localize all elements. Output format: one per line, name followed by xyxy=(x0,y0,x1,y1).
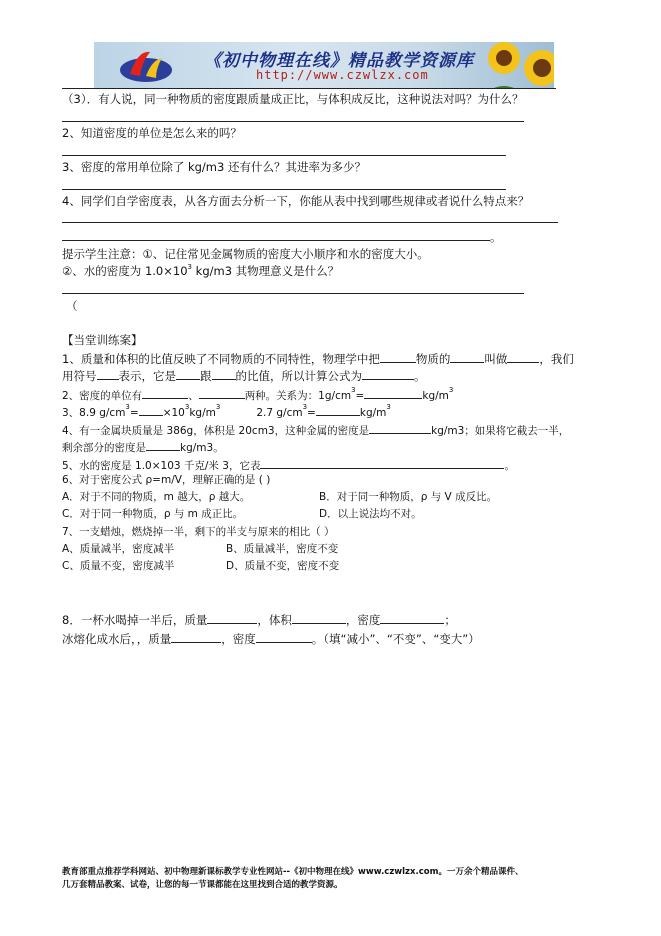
practice-8-line-1: 8．一杯水喝掉一半后，质量 ，体积 ，密度 ； xyxy=(62,613,456,627)
site-logo-icon xyxy=(116,44,176,86)
answer-line xyxy=(62,155,506,156)
practice-7-option-c: C、质量不变，密度减半 xyxy=(62,560,175,572)
practice-2: 2、密度的单位有 、 两种。关系为：$1g/cm^3= kg/m^3$ xyxy=(62,386,454,402)
header-rule xyxy=(62,88,556,89)
sunflower-icon xyxy=(474,42,554,88)
answer-line xyxy=(62,121,524,122)
practice-4-line-2: 剩余部分的密度是 kg/m3。 xyxy=(62,439,224,455)
hint-text-2: ②、水的密度为 $1.0\times 10^3$ kg/m3 其物理意义是什么？ xyxy=(62,263,340,278)
practice-7-stem: 7、一支蜡烛，燃烧掉一半，剩下的半支与原来的相比（ ） xyxy=(62,526,335,538)
answer-line xyxy=(62,293,524,294)
practice-3: 3、8.9 $g/cm^3= \times 10^3kg/m^3$ 2.7 $g/cm^3= kg/m^3$ xyxy=(62,403,391,419)
question-density-table: 4、同学们自学密度表，从各方面去分析一下，你能从表中找到哪些规律或者说什么特点来？ xyxy=(62,194,530,208)
practice-7-option-a: A、质量减半，密度减半 xyxy=(62,543,175,555)
hint-text-1: 提示学生注意：①、记住常见金属物质的密度大小顺序和水的密度大小。 xyxy=(62,247,429,261)
practice-6-option-d: D．以上说法均不对。 xyxy=(319,508,422,520)
practice-5: 5、水的密度是 1.0×103 千克/米 3，它表 。 xyxy=(62,457,515,473)
open-paren: （ xyxy=(66,299,78,313)
practice-6-option-a: A．对于不同的物质，m 越大，ρ 越大。 xyxy=(62,491,251,503)
footer-line-1: 教育部重点推荐学科网站、初中物理新课标教学专业性网站--《初中物理在线》www.czwlzx.com。一万余个精品课件、 xyxy=(62,867,524,877)
banner-title: 《初中物理在线》精品教学资源库 xyxy=(204,51,474,71)
practice-1-line-2: 用符号 表示，它是 跟 的比值，所以计算公式为 。 xyxy=(62,369,426,383)
question-3: （3）．有人说，同一种物质的密度跟质量成正比，与体积成反比，这种说法对吗？为什么？ xyxy=(62,92,524,106)
practice-1-line-1: 1、质量和体积的比值反映了不同物质的不同特性，物理学中把 物质的 叫做 ，我们 xyxy=(62,352,574,366)
practice-7-option-b: B、质量减半，密度不变 xyxy=(226,543,339,555)
question-unit-origin: 2、知道密度的单位是怎么来的吗？ xyxy=(62,126,242,140)
question-common-units: 3、密度的常用单位除了 kg/m3 还有什么？其进率为多少？ xyxy=(62,160,366,174)
practice-6-option-c: C．对于同一种物质，ρ 与 m 成正比。 xyxy=(62,508,244,520)
practice-4-line-1: 4、有一金属块质量是 386g，体积是 20cm3，这种金属的密度是 kg/m3；如果将它截去一半， xyxy=(62,422,569,438)
practice-heading: 【当堂训练案】 xyxy=(62,333,143,347)
answer-line xyxy=(62,222,558,223)
banner-url[interactable]: http://www.czwlzx.com xyxy=(256,68,429,82)
answer-line xyxy=(62,189,506,190)
header-banner xyxy=(94,42,554,88)
practice-8-line-2: 冰熔化成水后，，质量 ，密度 。（填“减小”、“不变”、“变大”） xyxy=(62,632,480,646)
practice-6-stem: 6、对于密度公式 ρ=m/V，理解正确的是 ( ) xyxy=(62,474,271,486)
practice-7-option-d: D、质量不变，密度不变 xyxy=(226,560,340,572)
period-mark: 。 xyxy=(490,230,502,244)
practice-6-option-b: B．对于同一种物质，ρ 与 V 成反比。 xyxy=(319,491,498,503)
answer-line xyxy=(62,240,490,241)
footer-line-2: 几万套精品教案、试卷，让您的每一节课都能在这里找到合适的教学资源。 xyxy=(62,880,343,890)
